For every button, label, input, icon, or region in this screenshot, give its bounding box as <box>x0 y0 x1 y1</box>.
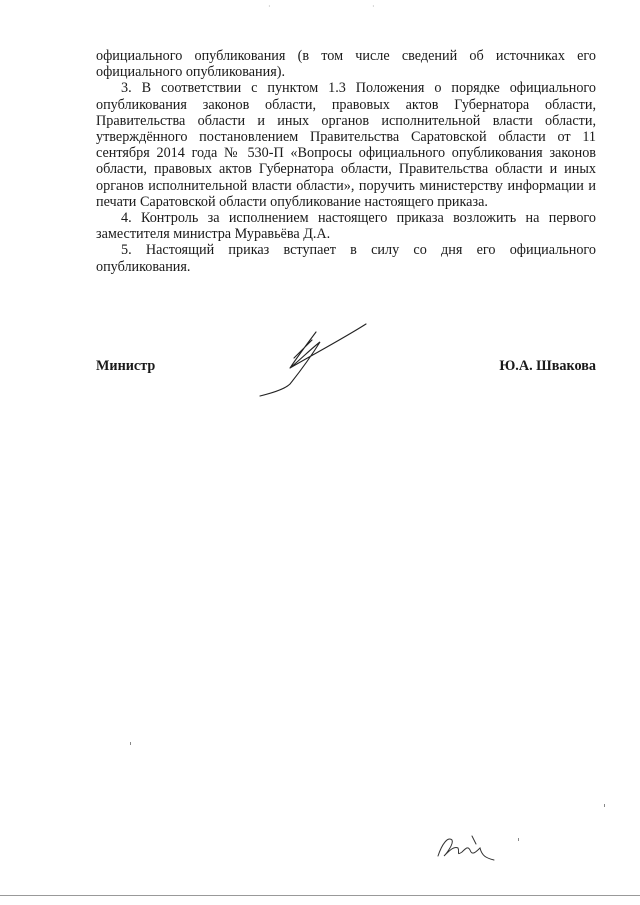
signer-name: Ю.А. Швакова <box>499 358 596 374</box>
paragraph-continuation: официального опубликования (в том числе сведений об источниках его официального опубликования). <box>96 48 596 81</box>
paragraph-3: 3. В соответствии с пунктом 1.3 Положения о порядке официального опубликования законов области, правовых актов Губернатора области, Правительства области и иных органов исполнительной власти области, утверждённого постановлением Правительства Саратовской области от 11 сентября 2014 года № 530-П «Вопросы официального опубликования законов области, правовых актов Губернатора области, Правительства области и иных органов исполнительной власти области», поручить министерству информации и печати Саратовской области опубликование настоящего приказа. <box>96 80 596 210</box>
document-body <box>96 48 596 275</box>
signature-row <box>96 358 596 378</box>
scan-speck <box>518 838 519 841</box>
handwritten-initials <box>432 826 502 866</box>
scan-mark: · <box>268 2 271 11</box>
paragraph-5: 5. Настоящий приказ вступает в силу со дня его официального опубликования. <box>96 242 596 275</box>
scan-speck <box>130 742 131 745</box>
scan-mark: · <box>372 2 375 11</box>
paragraph-4: 4. Контроль за исполнением настоящего приказа возложить на первого заместителя министра Муравьёва Д.А. <box>96 210 596 243</box>
signer-title: Министр <box>96 358 156 374</box>
page-bottom-edge <box>0 895 640 896</box>
scan-speck <box>604 804 605 807</box>
